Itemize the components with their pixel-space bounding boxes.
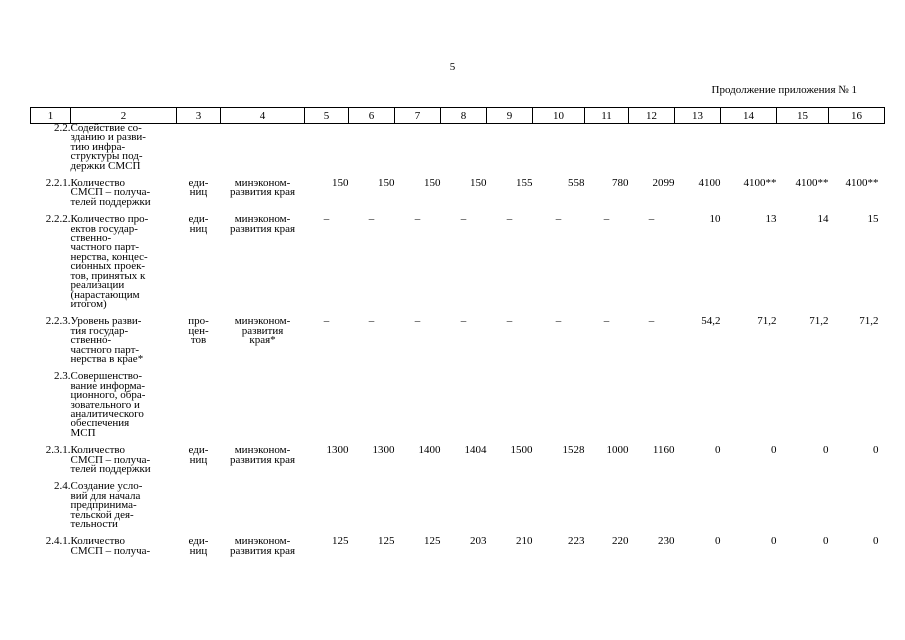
value-cell: – <box>648 213 655 226</box>
value-cell: 150 <box>332 177 349 190</box>
value-cell <box>675 482 721 537</box>
value-cell: 1500 <box>510 444 533 457</box>
value-cell: 0 <box>873 444 879 457</box>
value-cell <box>629 482 675 537</box>
table-row <box>31 124 885 180</box>
unit-of-measure: еди- ниц <box>188 444 209 466</box>
value-cell: 0 <box>873 535 879 548</box>
value-cell: – <box>368 213 375 226</box>
column-header: 7 <box>395 108 441 124</box>
value-cell: 150 <box>378 177 395 190</box>
value-cell <box>533 124 585 180</box>
value-cell <box>675 372 721 446</box>
value-cell: 150 <box>470 177 487 190</box>
row-number: 2.4.1. <box>45 535 71 548</box>
value-cell <box>533 372 585 446</box>
indicator-name: Количество СМСП – получа- телей поддержки <box>70 177 151 208</box>
value-cell <box>349 372 395 446</box>
value-cell: 13 <box>765 213 777 226</box>
column-header: 6 <box>349 108 395 124</box>
value-cell <box>441 124 487 180</box>
value-cell: 4100** <box>743 177 777 190</box>
value-cell: 223 <box>568 535 585 548</box>
unit-of-measure: еди- ниц <box>188 535 209 557</box>
column-header: 5 <box>305 108 349 124</box>
value-cell: – <box>414 213 421 226</box>
value-cell: 0 <box>771 444 777 457</box>
value-cell <box>305 124 349 180</box>
column-header: 10 <box>533 108 585 124</box>
value-cell <box>441 372 487 446</box>
value-cell: – <box>603 213 610 226</box>
value-cell: 15 <box>867 213 879 226</box>
value-cell <box>829 372 885 446</box>
column-header: 16 <box>829 108 885 124</box>
value-cell <box>487 124 533 180</box>
value-cell <box>395 124 441 180</box>
value-cell <box>487 372 533 446</box>
table-row <box>31 446 885 482</box>
value-cell: 558 <box>568 177 585 190</box>
value-cell: – <box>648 315 655 328</box>
table-row <box>31 179 885 215</box>
row-number: 2.3. <box>54 370 71 383</box>
value-cell: 4100 <box>698 177 721 190</box>
responsible-body: минэконом- развития края <box>229 535 296 557</box>
value-cell <box>487 482 533 537</box>
value-cell: 71,2 <box>757 315 777 328</box>
value-cell: 2099 <box>652 177 675 190</box>
value-cell: 1300 <box>372 444 395 457</box>
value-cell <box>305 372 349 446</box>
row-number: 2.2.2. <box>45 213 71 226</box>
indicator-name: Количество СМСП – получа- <box>70 535 151 557</box>
value-cell: 125 <box>378 535 395 548</box>
indicator-name: Уровень разви- тия государ- ственно- частного парт- нерства в крае* <box>70 315 144 365</box>
indicators-table <box>30 107 885 564</box>
unit-of-measure <box>177 482 221 537</box>
responsible-body <box>221 124 305 180</box>
value-cell <box>629 372 675 446</box>
value-cell: 1300 <box>326 444 349 457</box>
value-cell: – <box>555 315 562 328</box>
value-cell <box>585 372 629 446</box>
header-row <box>31 108 885 124</box>
column-header: 9 <box>487 108 533 124</box>
table-row <box>31 537 885 564</box>
table-row <box>31 317 885 372</box>
value-cell <box>629 124 675 180</box>
table-row <box>31 482 885 537</box>
column-header: 12 <box>629 108 675 124</box>
unit-of-measure: еди- ниц <box>188 177 209 199</box>
value-cell: 780 <box>612 177 629 190</box>
value-cell: 0 <box>771 535 777 548</box>
unit-of-measure: еди- ниц <box>188 213 209 235</box>
value-cell: 54,2 <box>701 315 721 328</box>
responsible-body <box>221 372 305 446</box>
value-cell: – <box>323 315 330 328</box>
value-cell: – <box>506 315 513 328</box>
value-cell: 0 <box>823 535 829 548</box>
value-cell: – <box>460 213 467 226</box>
value-cell <box>777 124 829 180</box>
value-cell: 1404 <box>464 444 487 457</box>
indicator-name: Совершенство- вание информа- ционного, обра- зовательного и аналитического обеспечения МСП <box>70 370 146 439</box>
value-cell: 150 <box>424 177 441 190</box>
value-cell <box>585 482 629 537</box>
value-cell: – <box>460 315 467 328</box>
row-number: 2.2.1. <box>45 177 71 190</box>
column-header: 14 <box>721 108 777 124</box>
value-cell: 0 <box>823 444 829 457</box>
value-cell: 14 <box>817 213 829 226</box>
value-cell: 71,2 <box>859 315 879 328</box>
column-header: 15 <box>777 108 829 124</box>
responsible-body: минэконом- развития края <box>229 444 296 466</box>
value-cell: 4100** <box>795 177 829 190</box>
value-cell <box>829 482 885 537</box>
column-header: 13 <box>675 108 721 124</box>
value-cell: 230 <box>658 535 675 548</box>
value-cell <box>721 482 777 537</box>
row-number: 2.2.3. <box>45 315 71 328</box>
value-cell: 0 <box>715 444 721 457</box>
table-body <box>31 124 885 565</box>
value-cell <box>349 482 395 537</box>
value-cell <box>777 372 829 446</box>
continuation-label: Продолжение приложения № 1 <box>711 84 857 96</box>
unit-of-measure <box>177 124 221 180</box>
indicator-name: Количество про- ектов государ- ственно- частного парт- нерства, концес- сионных проек- тов, принятых к реализации (нарастающим итогом) <box>70 213 149 310</box>
table-row <box>31 372 885 446</box>
row-number: 2.4. <box>54 480 71 493</box>
column-header: 4 <box>221 108 305 124</box>
column-header: 8 <box>441 108 487 124</box>
value-cell: 1528 <box>562 444 585 457</box>
row-number: 2.2. <box>54 122 71 134</box>
value-cell <box>533 482 585 537</box>
value-cell <box>395 372 441 446</box>
column-header: 3 <box>177 108 221 124</box>
indicator-name: Содействие со- зданию и разви- тию инфра- структуры под- держки СМСП <box>70 122 146 172</box>
table-row <box>31 215 885 317</box>
value-cell: 1000 <box>606 444 629 457</box>
value-cell <box>441 482 487 537</box>
value-cell: 155 <box>516 177 533 190</box>
value-cell: – <box>323 213 330 226</box>
value-cell: 1160 <box>652 444 675 457</box>
unit-of-measure <box>177 372 221 446</box>
responsible-body: минэконом- развития края <box>229 213 296 235</box>
responsible-body: минэконом- развития края <box>229 177 296 199</box>
value-cell: 1400 <box>418 444 441 457</box>
value-cell: 125 <box>332 535 349 548</box>
value-cell <box>395 482 441 537</box>
value-cell: 220 <box>612 535 629 548</box>
value-cell <box>585 124 629 180</box>
row-number: 2.3.1. <box>45 444 71 457</box>
value-cell: 210 <box>516 535 533 548</box>
value-cell <box>777 482 829 537</box>
value-cell: 71,2 <box>809 315 829 328</box>
value-cell: 203 <box>470 535 487 548</box>
value-cell <box>721 372 777 446</box>
unit-of-measure: про- цен- тов <box>188 315 209 347</box>
value-cell: – <box>414 315 421 328</box>
column-header: 2 <box>71 108 177 124</box>
page-number: 5 <box>449 61 456 73</box>
value-cell: 4100** <box>845 177 879 190</box>
indicator-name: Создание усло- вий для начала предпринима- тельской дея- тельности <box>70 480 143 531</box>
value-cell <box>721 124 777 180</box>
value-cell <box>829 124 885 180</box>
value-cell: – <box>368 315 375 328</box>
value-cell: – <box>603 315 610 328</box>
value-cell: – <box>506 213 513 226</box>
responsible-body: минэконом- развития края* <box>234 315 291 347</box>
responsible-body <box>221 482 305 537</box>
column-header: 1 <box>31 108 71 124</box>
value-cell: – <box>555 213 562 226</box>
indicator-name: Количество СМСП – получа- телей поддержки <box>70 444 151 475</box>
value-cell <box>675 124 721 180</box>
column-header: 11 <box>585 108 629 124</box>
value-cell: 0 <box>715 535 721 548</box>
value-cell <box>349 124 395 180</box>
value-cell: 10 <box>709 213 721 226</box>
value-cell <box>305 482 349 537</box>
value-cell: 125 <box>424 535 441 548</box>
